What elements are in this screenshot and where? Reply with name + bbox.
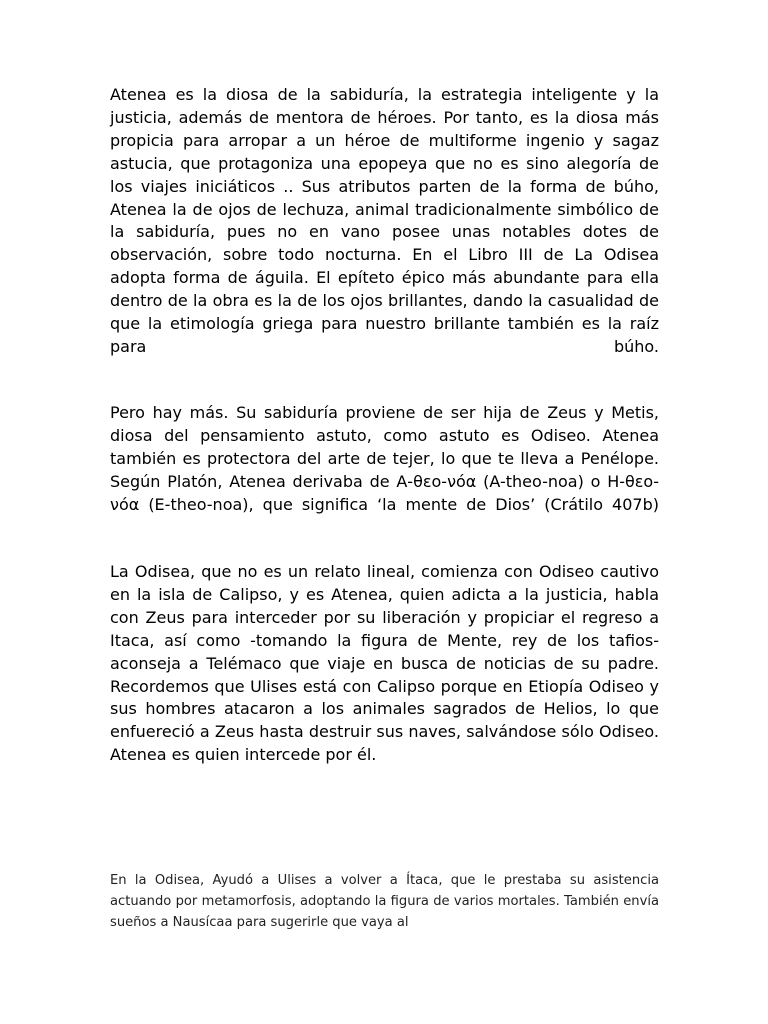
paragraph-odyssey-intercession: La Odisea, que no es un relato lineal, comienza con Odiseo cautivo en la isla de Calipso, y es Atenea, quien adicta a la justicia, habla con Zeus para interceder por su liberación y propiciar el regreso a Itaca, así como -tomando la figura de Mente, rey de los tafios- aconseja a Telémaco que viaje en busca de noticias de su padre. Recordemos que Ulises está con Calipso porque en Etiopía Odiseo y sus hombres atacaron a los animales sagrados de Helios, lo que enfuereció a Zeus hasta destruir sus naves, salvándose sólo Odiseo. Atenea es quien intercede por él. bbox=[110, 562, 659, 765]
footnote-paragraph: En la Odisea, Ayudó a Ulises a volver a Ítaca, que le prestaba su asistencia actuando por metamorfosis, adoptando la figura de varios mortales. También envía sueños a Nausícaa para sugerirle que vaya al bbox=[110, 873, 659, 930]
paragraph-athena-attributes: Atenea es la diosa de la sabiduría, la estrategia inteligente y la justicia, además de mentora de héroes. Por tanto, es la diosa más propicia para arropar a un héroe de multiforme ingenio y sagaz astucia, que protagoniza una epopeya que no es sino alegoría de los viajes iniciáticos .. Sus atributos parten de la forma de búho, Atenea la de ojos de lechuza, animal tradicionalmente simbólico de la sabiduría, pues no en vano posee unas notables dotes de observación, sobre todo nocturna. En el Libro III de La Odisea adopta forma de águila. El epíteto épico más abundante para ella dentro de la obra es la de los ojos brillantes, dando la casualidad de que la etimología griega para nuestro brillante también es la raíz para búho. bbox=[110, 85, 659, 356]
paragraph-athena-origin: Pero hay más. Su sabiduría proviene de ser hija de Zeus y Metis, diosa del pensamiento astuto, como astuto es Odiseo. Atenea también es protectora del arte de tejer, lo que te lleva a Penélope. Según Platón, Atenea derivaba de Α-θεο-νόα (A-theo-noa) o Η-θεο-νόα (E-theo-noa), que significa ‘la mente de Dios’ (Crátilo 407b) bbox=[110, 403, 659, 514]
